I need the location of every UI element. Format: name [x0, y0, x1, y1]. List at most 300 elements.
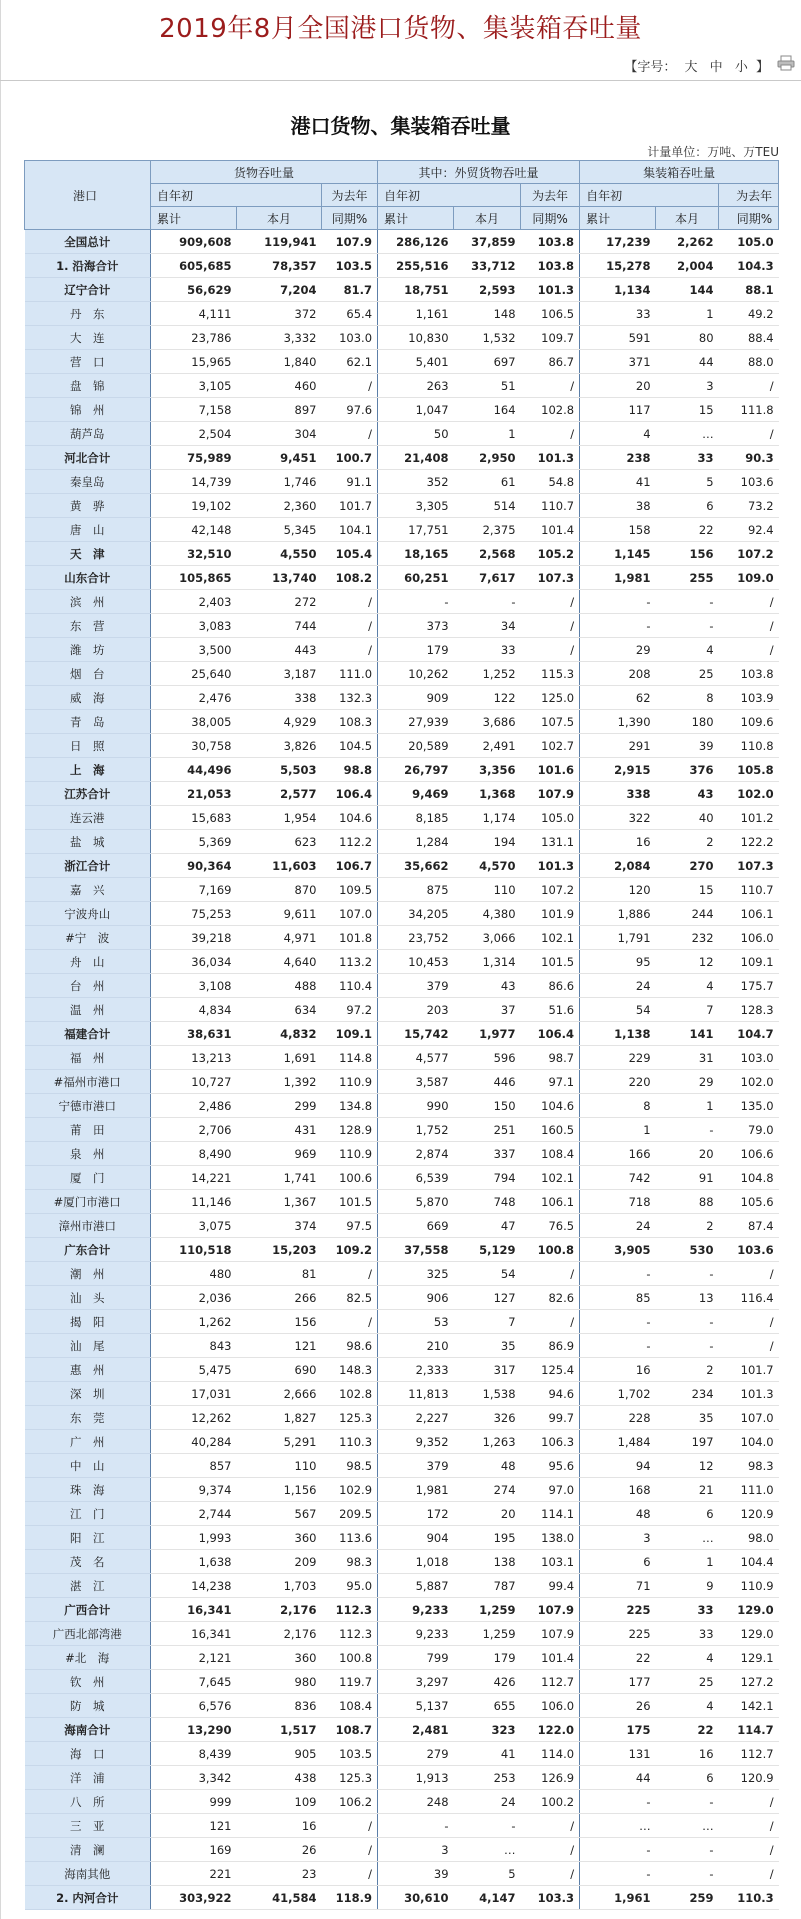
table-cell: 5,887: [378, 1574, 454, 1598]
table-cell: 209.5: [322, 1502, 378, 1526]
table-cell: 125.3: [322, 1406, 378, 1430]
table-cell: 37: [454, 998, 521, 1022]
table-cell: 180: [656, 710, 719, 734]
table-cell: 3,083: [151, 614, 237, 638]
table-cell: -: [580, 1334, 656, 1358]
table-cell: 259: [656, 1886, 719, 1910]
table-cell: 1,517: [237, 1718, 322, 1742]
table-cell: 2,360: [237, 494, 322, 518]
table-cell: 95.0: [322, 1574, 378, 1598]
table-cell: 25,640: [151, 662, 237, 686]
table-cell: 86.9: [521, 1334, 580, 1358]
table-cell: 138.0: [521, 1526, 580, 1550]
table-cell: 6: [580, 1550, 656, 1574]
table-cell: 135.0: [719, 1094, 779, 1118]
table-cell: 1,259: [454, 1622, 521, 1646]
table-row: [25, 470, 779, 494]
table-cell: 5,369: [151, 830, 237, 854]
table-cell: 1,161: [378, 302, 454, 326]
table-row: [25, 782, 779, 806]
table-cell: 2,375: [454, 518, 521, 542]
table-cell: 1,314: [454, 950, 521, 974]
page-title: 2019年8月全国港口货物、集装箱吞吐量: [159, 14, 642, 44]
port-name: 烟 台: [25, 662, 151, 686]
table-cell: 97.5: [322, 1214, 378, 1238]
table-cell: 103.1: [521, 1550, 580, 1574]
table-cell: 3: [378, 1838, 454, 1862]
foreign-this-month: 本月: [454, 207, 521, 230]
port-name: 宁波舟山: [25, 902, 151, 926]
table-cell: 255,516: [378, 254, 454, 278]
table-row: [25, 1094, 779, 1118]
table-cell: 3,305: [378, 494, 454, 518]
table-cell: 9,611: [237, 902, 322, 926]
table-cell: 85: [580, 1286, 656, 1310]
table-cell: 208: [580, 662, 656, 686]
container-since-start: 自年初: [580, 184, 719, 207]
table-cell: 88.0: [719, 350, 779, 374]
table-cell: 904: [378, 1526, 454, 1550]
table-cell: 38,631: [151, 1022, 237, 1046]
table-cell: 4: [656, 638, 719, 662]
table-cell: 16: [580, 830, 656, 854]
table-cell: 103.6: [719, 470, 779, 494]
table-cell: 3,342: [151, 1766, 237, 1790]
table-cell: 23,786: [151, 326, 237, 350]
cargo-yoy: 同期%: [322, 207, 378, 230]
table-cell: 2,593: [454, 278, 521, 302]
table-cell: 9: [656, 1574, 719, 1598]
port-name: 葫芦岛: [25, 422, 151, 446]
table-cell: 110.3: [322, 1430, 378, 1454]
table-cell: 15,683: [151, 806, 237, 830]
table-cell: 32,510: [151, 542, 237, 566]
table-cell: 1,392: [237, 1070, 322, 1094]
table-cell: 5,129: [454, 1238, 521, 1262]
table-cell: 690: [237, 1358, 322, 1382]
table-cell: 21,408: [378, 446, 454, 470]
table-row: [25, 1190, 779, 1214]
table-cell: 969: [237, 1142, 322, 1166]
table-cell: 101.5: [521, 950, 580, 974]
table-cell: 172: [378, 1502, 454, 1526]
table-cell: /: [521, 1310, 580, 1334]
table-cell: 103.5: [322, 254, 378, 278]
table-row: [25, 1670, 779, 1694]
table-cell: 150: [454, 1094, 521, 1118]
foreign-yoy: 同期%: [521, 207, 580, 230]
port-name: 中 山: [25, 1454, 151, 1478]
table-cell: 107.9: [521, 1622, 580, 1646]
table-cell: 102.0: [719, 782, 779, 806]
table-cell: 92.4: [719, 518, 779, 542]
table-cell: 4,550: [237, 542, 322, 566]
table-cell: 2,121: [151, 1646, 237, 1670]
table-cell: 30,610: [378, 1886, 454, 1910]
table-row: [25, 614, 779, 638]
table-cell: 9,233: [378, 1622, 454, 1646]
table-cell: /: [322, 374, 378, 398]
port-name: 莆 田: [25, 1118, 151, 1142]
table-cell: /: [521, 374, 580, 398]
port-name: 潮 州: [25, 1262, 151, 1286]
table-row: [25, 686, 779, 710]
table-cell: -: [580, 1790, 656, 1814]
table-cell: 101.4: [521, 518, 580, 542]
table-cell: 225: [580, 1598, 656, 1622]
table-cell: /: [521, 1814, 580, 1838]
table-cell: 5: [656, 470, 719, 494]
font-size-large-link[interactable]: 大: [684, 60, 698, 75]
font-size-close: 】: [755, 60, 769, 75]
port-name: 滨 州: [25, 590, 151, 614]
table-cell: /: [322, 1838, 378, 1862]
table-cell: 111.8: [719, 398, 779, 422]
port-name: 黄 骅: [25, 494, 151, 518]
table-cell: 9,451: [237, 446, 322, 470]
table-row: [25, 398, 779, 422]
table-cell: 107.3: [719, 854, 779, 878]
port-name: 惠 州: [25, 1358, 151, 1382]
table-cell: -: [580, 1262, 656, 1286]
table-row: [25, 1502, 779, 1526]
table-cell: -: [580, 590, 656, 614]
table-cell: 78,357: [237, 254, 322, 278]
table-cell: 1,047: [378, 398, 454, 422]
table-cell: -: [580, 1862, 656, 1886]
table-cell: -: [580, 1838, 656, 1862]
table-cell: 105.2: [521, 542, 580, 566]
table-cell: 103.6: [719, 1238, 779, 1262]
table-cell: 1,263: [454, 1430, 521, 1454]
port-name: 防 城: [25, 1694, 151, 1718]
table-cell: 9,233: [378, 1598, 454, 1622]
table-cell: 7: [454, 1310, 521, 1334]
table-row: [25, 1382, 779, 1406]
table-cell: -: [656, 1118, 719, 1142]
table-cell: 108.4: [521, 1142, 580, 1166]
table-cell: 2,004: [656, 254, 719, 278]
table-cell: 7,645: [151, 1670, 237, 1694]
table-cell: 24: [454, 1790, 521, 1814]
table-cell: 87.4: [719, 1214, 779, 1238]
table-cell: /: [719, 638, 779, 662]
table-cell: 129.0: [719, 1622, 779, 1646]
table-cell: 107.2: [521, 878, 580, 902]
table-cell: 799: [378, 1646, 454, 1670]
port-name: 山东合计: [25, 566, 151, 590]
table-cell: 104.5: [322, 734, 378, 758]
table-cell: 1,367: [237, 1190, 322, 1214]
table-cell: -: [378, 590, 454, 614]
port-name: 深 圳: [25, 1382, 151, 1406]
port-name: 江苏合计: [25, 782, 151, 806]
table-cell: 119.7: [322, 1670, 378, 1694]
port-name: 钦 州: [25, 1670, 151, 1694]
table-cell: 156: [237, 1310, 322, 1334]
table-row: [25, 638, 779, 662]
table-row: [25, 566, 779, 590]
table-cell: 10,830: [378, 326, 454, 350]
table-row: [25, 878, 779, 902]
table-cell: 323: [454, 1718, 521, 1742]
table-cell: 179: [378, 638, 454, 662]
table-cell: 13,740: [237, 566, 322, 590]
table-cell: 6: [656, 1502, 719, 1526]
table-cell: /: [719, 422, 779, 446]
table-cell: 1,954: [237, 806, 322, 830]
port-name: 八 所: [25, 1790, 151, 1814]
table-cell: 107.3: [521, 566, 580, 590]
table-cell: 304: [237, 422, 322, 446]
table-row: [25, 278, 779, 302]
port-name: 广西合计: [25, 1598, 151, 1622]
port-name: 全国总计: [25, 230, 151, 254]
table-cell: 980: [237, 1670, 322, 1694]
table-cell: 105.6: [719, 1190, 779, 1214]
table-cell: 100.8: [521, 1238, 580, 1262]
table-cell: 101.4: [521, 1646, 580, 1670]
table-cell: 8: [656, 686, 719, 710]
table-cell: 1: [656, 1094, 719, 1118]
table-cell: 2,262: [656, 230, 719, 254]
table-row: [25, 374, 779, 398]
table-row: [25, 1766, 779, 1790]
table-cell: 337: [454, 1142, 521, 1166]
port-name: 揭 阳: [25, 1310, 151, 1334]
table-cell: 21: [656, 1478, 719, 1502]
table-cell: 48: [580, 1502, 656, 1526]
table-cell: 431: [237, 1118, 322, 1142]
table-row: [25, 1574, 779, 1598]
table-cell: 4: [580, 422, 656, 446]
table-cell: 98.5: [322, 1454, 378, 1478]
table-cell: 3: [580, 1526, 656, 1550]
table-cell: 138: [454, 1550, 521, 1574]
table-cell: 194: [454, 830, 521, 854]
table-cell: 1,741: [237, 1166, 322, 1190]
table-cell: 35: [656, 1406, 719, 1430]
table-cell: 15,278: [580, 254, 656, 278]
table-cell: 54.8: [521, 470, 580, 494]
table-cell: 1,791: [580, 926, 656, 950]
table-cell: 317: [454, 1358, 521, 1382]
table-cell: 101.6: [521, 758, 580, 782]
table-row: [25, 1142, 779, 1166]
table-cell: 13: [656, 1286, 719, 1310]
port-name: 江 门: [25, 1502, 151, 1526]
port-name: 海南其他: [25, 1862, 151, 1886]
table-cell: /: [719, 614, 779, 638]
port-name: 威 海: [25, 686, 151, 710]
table-cell: 1,484: [580, 1430, 656, 1454]
table-row: [25, 1526, 779, 1550]
table-row: [25, 326, 779, 350]
container-vs-last-year: 为去年: [719, 184, 779, 207]
table-cell: 106.0: [719, 926, 779, 950]
port-name: 泉 州: [25, 1142, 151, 1166]
table-cell: 12,262: [151, 1406, 237, 1430]
port-name: 海 口: [25, 1742, 151, 1766]
table-cell: 1,981: [580, 566, 656, 590]
table-cell: 24: [580, 1214, 656, 1238]
table-cell: 5,137: [378, 1694, 454, 1718]
table-cell: 748: [454, 1190, 521, 1214]
table-cell: 530: [656, 1238, 719, 1262]
table-cell: 31: [656, 1046, 719, 1070]
table-cell: 2,577: [237, 782, 322, 806]
table-cell: 104.0: [719, 1430, 779, 1454]
table-cell: 105.8: [719, 758, 779, 782]
port-name: 广东合计: [25, 1238, 151, 1262]
table-cell: 1,532: [454, 326, 521, 350]
table-cell: 129.0: [719, 1598, 779, 1622]
table-cell: 2,706: [151, 1118, 237, 1142]
table-cell: 5,475: [151, 1358, 237, 1382]
table-cell: 119,941: [237, 230, 322, 254]
table-cell: 100.6: [322, 1166, 378, 1190]
table-title: 港口货物、集装箱吞吐量: [290, 114, 511, 138]
table-cell: 95: [580, 950, 656, 974]
table-cell: 105.0: [719, 230, 779, 254]
group-cargo: 货物吞吐量: [151, 161, 378, 184]
table-cell: 488: [237, 974, 322, 998]
table-cell: 274: [454, 1478, 521, 1502]
table-cell: 101.3: [719, 1382, 779, 1406]
table-row: [25, 710, 779, 734]
port-name: 青 岛: [25, 710, 151, 734]
table-cell: 3,066: [454, 926, 521, 950]
table-cell: 875: [378, 878, 454, 902]
port-name: 嘉 兴: [25, 878, 151, 902]
table-cell: 86.7: [521, 350, 580, 374]
port-name: 广西北部湾港: [25, 1622, 151, 1646]
table-cell: 843: [151, 1334, 237, 1358]
table-row: [25, 494, 779, 518]
port-name: 漳州市港口: [25, 1214, 151, 1238]
table-cell: 1,262: [151, 1310, 237, 1334]
table-cell: 2,333: [378, 1358, 454, 1382]
table-row: [25, 302, 779, 326]
table-cell: 9,469: [378, 782, 454, 806]
table-cell: 73.2: [719, 494, 779, 518]
table-cell: 17,031: [151, 1382, 237, 1406]
table-cell: 909: [378, 686, 454, 710]
table-cell: 43: [454, 974, 521, 998]
table-cell: 61: [454, 470, 521, 494]
table-cell: 110.9: [322, 1142, 378, 1166]
table-cell: 102.0: [719, 1070, 779, 1094]
table-cell: 4,577: [378, 1046, 454, 1070]
table-cell: 141: [656, 1022, 719, 1046]
table-row: [25, 974, 779, 998]
table-cell: 1,368: [454, 782, 521, 806]
table-cell: 263: [378, 374, 454, 398]
table-cell: 112.7: [521, 1670, 580, 1694]
table-cell: 1,174: [454, 806, 521, 830]
font-size-small-link[interactable]: 小: [734, 60, 748, 75]
table-cell: 99.7: [521, 1406, 580, 1430]
table-cell: 299: [237, 1094, 322, 1118]
table-cell: 33: [580, 302, 656, 326]
table-cell: 76.5: [521, 1214, 580, 1238]
table-cell: 794: [454, 1166, 521, 1190]
table-cell: 160.5: [521, 1118, 580, 1142]
table-cell: -: [656, 614, 719, 638]
table-cell: 2,504: [151, 422, 237, 446]
table-cell: 50: [378, 422, 454, 446]
port-name: #福州市港口: [25, 1070, 151, 1094]
table-cell: 44: [656, 350, 719, 374]
table-cell: 2,176: [237, 1622, 322, 1646]
table-cell: 148.3: [322, 1358, 378, 1382]
table-cell: 106.2: [322, 1790, 378, 1814]
table-cell: 2,486: [151, 1094, 237, 1118]
table-cell: 148: [454, 302, 521, 326]
table-cell: 244: [656, 902, 719, 926]
table-cell: 88: [656, 1190, 719, 1214]
table-cell: 1,752: [378, 1118, 454, 1142]
table-cell: …: [580, 1814, 656, 1838]
table-cell: /: [521, 614, 580, 638]
table-cell: /: [322, 614, 378, 638]
table-cell: 36,034: [151, 950, 237, 974]
table-cell: 37,558: [378, 1238, 454, 1262]
table-cell: 101.3: [521, 446, 580, 470]
table-cell: 102.9: [322, 1478, 378, 1502]
print-icon[interactable]: [777, 55, 795, 71]
table-cell: 113.2: [322, 950, 378, 974]
table-row: [25, 1070, 779, 1094]
table-cell: 39,218: [151, 926, 237, 950]
table-cell: 12: [656, 950, 719, 974]
font-size-medium-link[interactable]: 中: [709, 60, 723, 75]
table-cell: 1,703: [237, 1574, 322, 1598]
table-cell: 128.9: [322, 1118, 378, 1142]
table-cell: 101.7: [719, 1358, 779, 1382]
table-row: [25, 998, 779, 1022]
table-cell: /: [322, 1862, 378, 1886]
table-cell: 372: [237, 302, 322, 326]
table-cell: 44,496: [151, 758, 237, 782]
table-cell: -: [656, 1862, 719, 1886]
table-cell: 596: [454, 1046, 521, 1070]
table-cell: /: [322, 1262, 378, 1286]
table-cell: 110: [237, 1454, 322, 1478]
table-cell: 238: [580, 446, 656, 470]
table-cell: 51: [454, 374, 521, 398]
table-cell: 209: [237, 1550, 322, 1574]
table-cell: 114.0: [521, 1742, 580, 1766]
port-name: 营 口: [25, 350, 151, 374]
table-cell: 1,977: [454, 1022, 521, 1046]
table-cell: 35,662: [378, 854, 454, 878]
table-cell: 990: [378, 1094, 454, 1118]
table-cell: 5: [454, 1862, 521, 1886]
table-row: [25, 1550, 779, 1574]
table-cell: 352: [378, 470, 454, 494]
throughput-table-container: [24, 160, 778, 1910]
table-cell: 1,018: [378, 1550, 454, 1574]
table-cell: 39: [378, 1862, 454, 1886]
table-cell: 125.0: [521, 686, 580, 710]
table-cell: 29: [580, 638, 656, 662]
table-cell: 112.7: [719, 1742, 779, 1766]
table-cell: -: [656, 590, 719, 614]
table-row: [25, 1622, 779, 1646]
table-cell: …: [656, 1814, 719, 1838]
table-cell: 88.1: [719, 278, 779, 302]
